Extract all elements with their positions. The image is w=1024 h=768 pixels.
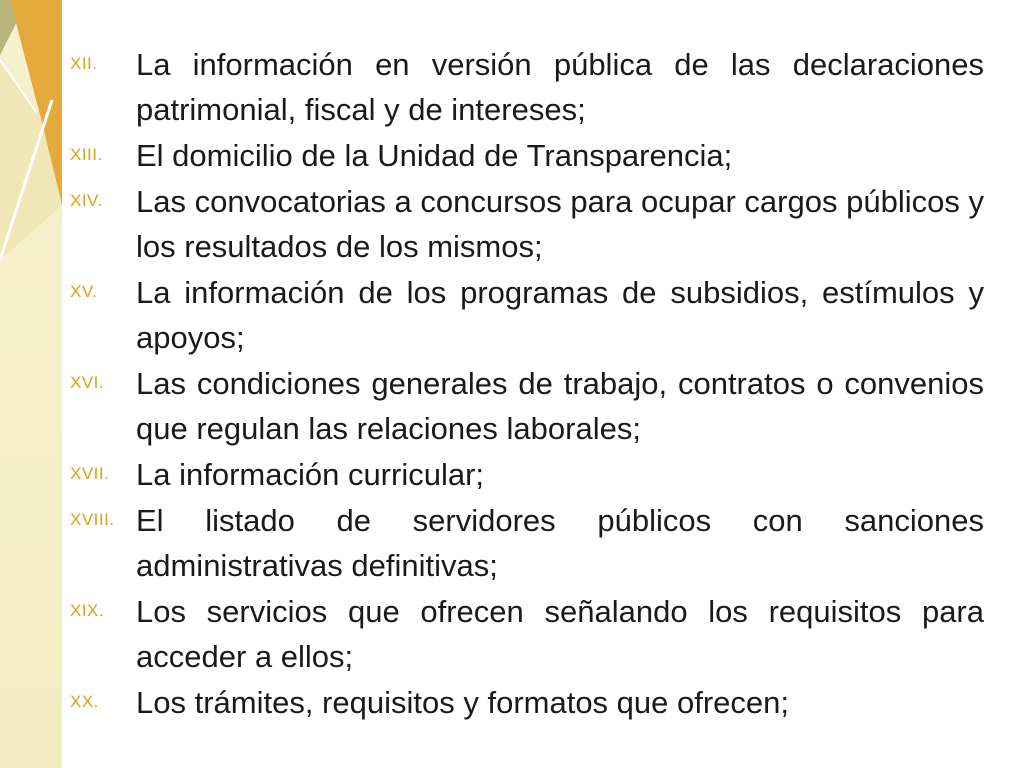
- decorative-sidebar: [0, 0, 62, 768]
- list-item: [70, 179, 984, 269]
- list-text: Los servicios que ofrecen señalando los requisitos para acceder a ellos;: [136, 594, 984, 674]
- list-item: [70, 498, 984, 588]
- list-item: [70, 270, 984, 360]
- list-item: [70, 680, 984, 725]
- list-numeral: XX.: [70, 692, 99, 711]
- list-item: [70, 133, 984, 178]
- list-text: La información curricular;: [136, 457, 485, 492]
- list-numeral: XIII.: [70, 145, 103, 164]
- list-text: Los trámites, requisitos y formatos que ofrecen;: [136, 685, 790, 720]
- list-numeral: XVIII.: [70, 510, 115, 529]
- article-list: [70, 42, 984, 726]
- list-numeral: XVII.: [70, 464, 110, 483]
- list-text: Las convocatorias a concursos para ocupar cargos públicos y los resultados de los mismos;: [136, 184, 984, 264]
- list-numeral: XIV.: [70, 191, 103, 210]
- list-numeral: XII.: [70, 54, 98, 73]
- list-item: [70, 589, 984, 679]
- list-text: La información en versión pública de las declaraciones patrimonial, fiscal y de intereses;: [136, 47, 984, 127]
- list-item: [70, 361, 984, 451]
- list-text: Las condiciones generales de trabajo, contratos o convenios que regulan las relaciones laborales;: [136, 366, 984, 446]
- list-numeral: XV.: [70, 282, 98, 301]
- list-text: El listado de servidores públicos con sanciones administrativas definitivas;: [136, 503, 984, 583]
- list-text: El domicilio de la Unidad de Transparencia;: [136, 138, 733, 173]
- list-numeral: XVI.: [70, 373, 105, 392]
- list-item: [70, 42, 984, 132]
- list-item: [70, 452, 984, 497]
- list-numeral: XIX.: [70, 601, 105, 620]
- list-text: La información de los programas de subsidios, estímulos y apoyos;: [136, 275, 984, 355]
